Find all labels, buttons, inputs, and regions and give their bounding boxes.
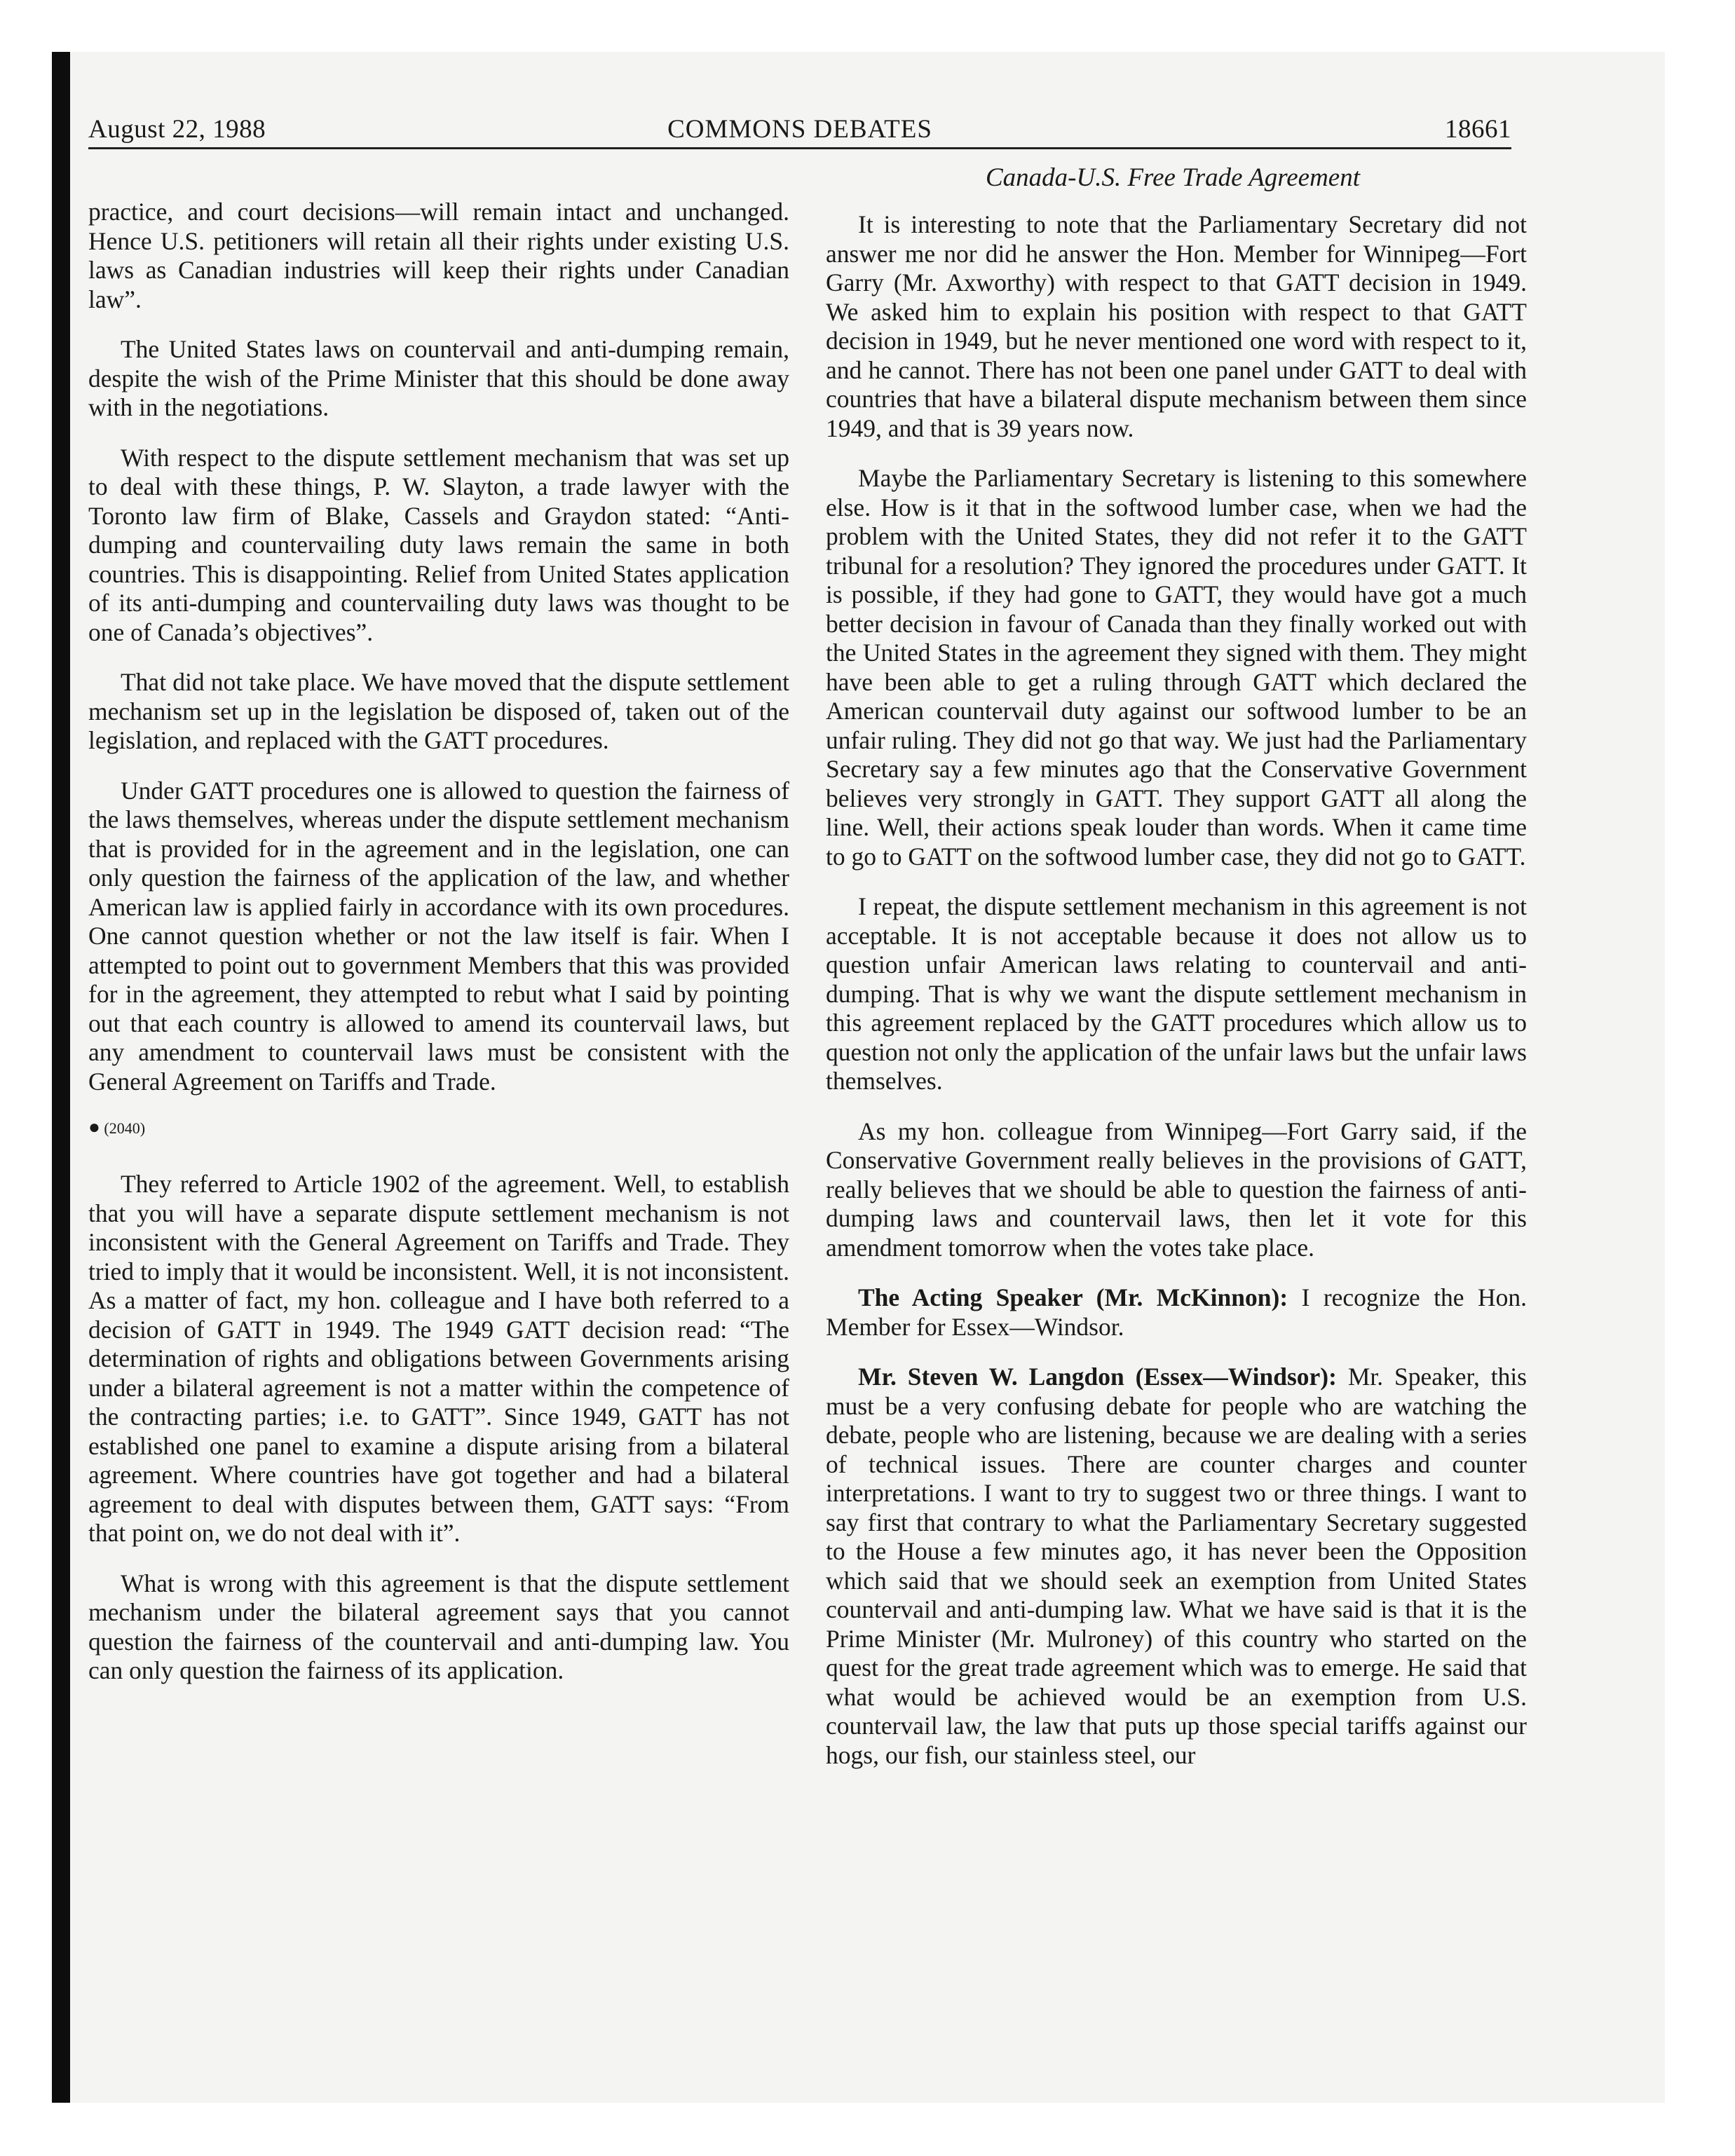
page-header bbox=[88, 112, 1511, 149]
left-column bbox=[88, 198, 789, 1707]
paragraph: That did not take place. We have moved that the dispute settlement mechanism set up in the legislation be disposed of, taken out of the legislation, and replaced with the GATT procedures. bbox=[88, 668, 789, 754]
page-number: 18661 bbox=[1445, 115, 1511, 144]
paragraph: They referred to Article 1902 of the agreement. Well, to establish that you will have a separate dispute settlement mechanism is not inconsistent with the General Agreement on Tariffs and Trade. They tried to imply that it would be inconsistent. Well, it is not inconsistent. As a matter of fact, my hon. colleague and I have both referred to a decision of GATT in 1949. The 1949 GATT decision read: “The determination of rights and obligations between Governments arising under a bilateral agreement is not a matter within the competence of the contracting parties; i.e. to GATT”. Since 1949, GATT has not established one panel to examine a dispute arising from a bilateral agreement. Where countries have got together and had a bilateral agreement to deal with disputes between them, GATT says: “From that point on, we do not deal with it”. bbox=[88, 1170, 789, 1547]
paragraph: The United States laws on countervail and anti-dumping remain, despite the wish of the Prime Minister that this should be done away with in the negotiations. bbox=[88, 335, 789, 421]
speaker-name: Mr. Steven W. Langdon (Essex—Windsor): bbox=[858, 1363, 1337, 1391]
running-title: Canada-U.S. Free Trade Agreement bbox=[985, 163, 1361, 192]
speaker-paragraph bbox=[826, 1363, 1527, 1770]
speaker-paragraph bbox=[826, 1283, 1527, 1342]
time-marker-label: (2040) bbox=[104, 1119, 146, 1137]
paragraph: What is wrong with this agreement is that the dispute settlement mechanism under the bilateral agreement says that you cannot question the fairness of the countervail and anti-dumping law. You can only question the fairness of its application. bbox=[88, 1569, 789, 1684]
scan-edge-bar bbox=[52, 52, 70, 2103]
time-marker bbox=[88, 1117, 789, 1139]
header-title: COMMONS DEBATES bbox=[667, 115, 932, 144]
speaker-text: Mr. Speaker, this must be a very confusing debate for people who are watching the debate, people who are listening, because we are dealing with a series of technical issues. There are counter charges and counter interpretations. I want to try to suggest two or three things. I want to say first that contrary to what the Parliamentary Secretary suggested to the House a few minutes ago, it has never been the Opposition which said that we should seek an exemption from United States countervail and anti-dumping law. What we have said is that it is the Prime Minister (Mr. Mulroney) of this country who started on the quest for the great trade agreement which was to emerge. He said that what would be achieved would be an exemption from U.S. countervail law, the law that puts up those special tariffs against our hogs, our fish, our stainless steel, our bbox=[826, 1363, 1527, 1769]
paragraph: Maybe the Parliamentary Secretary is listening to this somewhere else. How is it that in the softwood lumber case, when we had the problem with the United States, they did not refer it to the GATT tribunal for a resolution? They ignored the procedures under GATT. It is possible, if they had gone to GATT, they would have got a much better decision in favour of Canada than they finally worked out with the United States in the agreement they signed with them. They might have been able to get a ruling through GATT which declared the American countervail duty against our softwood lumber to be an unfair ruling. They did not go that way. We just had the Parliamentary Secretary say a few minutes ago that the Conservative Government believes very strongly in GATT. They support GATT all along the line. Well, their actions speak louder than words. When it came time to go to GATT on the softwood lumber case, they did not go to GATT. bbox=[826, 464, 1527, 871]
right-column bbox=[826, 210, 1527, 1791]
paragraph: Under GATT procedures one is allowed to question the fairness of the laws themselves, whereas under the dispute settlement mechanism that is provided for in the agreement and in the legislation, one can only question the fairness of the application of the law, and whether American law is applied fairly in accordance with its own procedures. One cannot question whether or not the law itself is fair. When I attempted to point out to government Members that this was provided for in the agreement, they attempted to rebut what I said by pointing out that each country is allowed to amend its countervail laws, but any amendment to countervail laws must be consistent with the General Agreement on Tariffs and Trade. bbox=[88, 776, 789, 1096]
paragraph: It is interesting to note that the Parliamentary Secretary did not answer me nor did he answer the Hon. Member for Winnipeg—Fort Garry (Mr. Axworthy) with respect to that GATT decision in 1949. We asked him to explain his position with respect to that GATT decision in 1949, but he never mentioned one word with respect to it, and he cannot. There has not been one panel under GATT to deal with countries that have a bilateral dispute mechanism between them since 1949, and that is 39 years now. bbox=[826, 210, 1527, 442]
header-date: August 22, 1988 bbox=[88, 115, 266, 144]
paragraph: As my hon. colleague from Winnipeg—Fort Garry said, if the Conservative Government really believes in the provisions of GATT, really believes that we should be able to question the fairness of anti-dumping laws and countervail laws, then let it vote for this amendment tomorrow when the votes take place. bbox=[826, 1117, 1527, 1262]
speaker-name: The Acting Speaker (Mr. McKinnon): bbox=[858, 1283, 1288, 1311]
bullet-icon: ● bbox=[88, 1117, 100, 1138]
paragraph: With respect to the dispute settlement mechanism that was set up to deal with these things, P. W. Slayton, a trade lawyer with the Toronto law firm of Blake, Cassels and Graydon stated: “Anti-dumping and countervailing duty laws remain the same in both countries. This is disappointing. Relief from United States application of its anti-dumping and countervailing duty laws was thought to be one of Canada’s objectives”. bbox=[88, 443, 789, 646]
paragraph: I repeat, the dispute settlement mechanism in this agreement is not acceptable. It is not acceptable because it does not allow us to question unfair American laws relating to countervail and anti-dumping. That is why we want the dispute settlement mechanism in this agreement replaced by the GATT procedures which allow us to question not only the application of the unfair laws but the unfair laws themselves. bbox=[826, 892, 1527, 1095]
speaker-text: I recognize the Hon. Member for Essex—Windsor. bbox=[826, 1283, 1528, 1341]
paragraph: practice, and court decisions—will remain intact and unchanged. Hence U.S. petitioners will retain all their rights under existing U.S. laws as Canadian industries will keep their rights under Canadian law”. bbox=[88, 198, 789, 313]
